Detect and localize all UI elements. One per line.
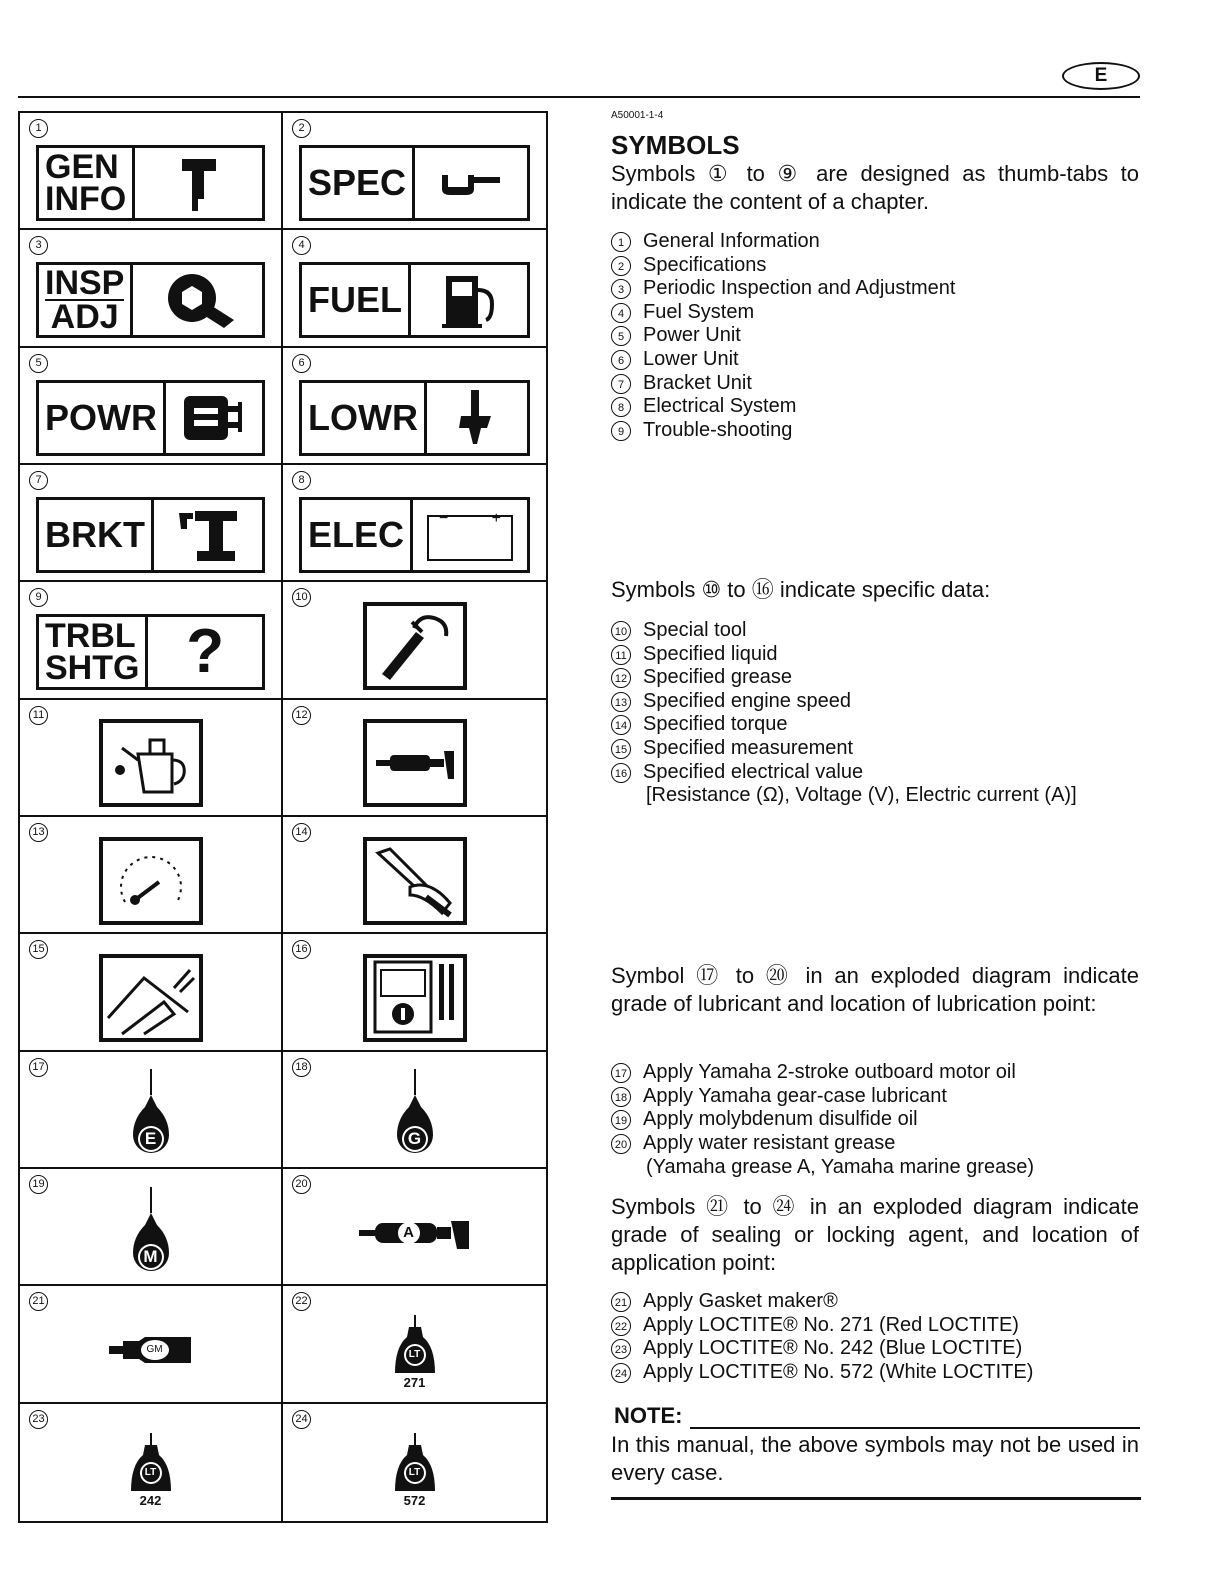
item-number: 5 (611, 326, 631, 346)
lubricant-list-note: (Yamaha grease A, Yamaha marine grease) (646, 1156, 1034, 1178)
oil-drop-e-icon (131, 1069, 171, 1161)
cell-number: 11 (29, 706, 48, 725)
grease-gun-a-icon (359, 1215, 471, 1251)
data-paragraph: Symbols ⑩ to ⑯ indicate specific data: (611, 577, 991, 602)
loctite-number: 572 (403, 1493, 426, 1509)
engine-block-icon (166, 383, 262, 453)
item-label: Power Unit (643, 324, 741, 347)
note-text: In this manual, the above symbols may not be used in every case. (611, 1432, 1139, 1485)
list-item (611, 1061, 1141, 1085)
list-item (611, 666, 1141, 690)
oil-letter: E (144, 1129, 157, 1149)
loctite-242-icon (129, 1433, 173, 1509)
item-label: Specifications (643, 253, 767, 276)
thumb-tab-elec (299, 497, 530, 573)
thumb-tab-gen-info (36, 145, 265, 221)
item-label: Apply molybdenum disulfide oil (643, 1108, 918, 1131)
item-label: Apply Yamaha gear-case lubricant (643, 1084, 947, 1107)
list-item (611, 419, 1141, 443)
tube-label: GM (146, 1343, 163, 1355)
cell-number: 14 (292, 823, 311, 842)
footer-rule (611, 1497, 1141, 1500)
item-number: 8 (611, 397, 631, 417)
item-label: Specified torque (643, 713, 788, 736)
tab-label: FUEL (302, 265, 411, 335)
item-label: Special tool (643, 619, 747, 641)
header-rule (18, 96, 1140, 98)
cell-number: 3 (29, 236, 48, 255)
item-number: 11 (611, 645, 631, 665)
item-number: 18 (611, 1087, 631, 1107)
outboard-motor-icon (135, 148, 262, 218)
item-label: Trouble-shooting (643, 418, 793, 441)
list-item (611, 713, 1141, 737)
cell-number: 5 (29, 354, 48, 373)
intro-paragraph: Symbols ① to ⑨ are designed as thumb-tabs to indicate the content of a chapter. (611, 161, 1139, 214)
tab-label-line1: TRBL (45, 617, 136, 656)
cell-number: 7 (29, 471, 48, 490)
symbol-cell-3 (20, 230, 283, 347)
note-label: NOTE: (614, 1403, 683, 1428)
cell-number: 20 (292, 1175, 311, 1194)
cell-number: 1 (29, 119, 48, 138)
item-number: 23 (611, 1339, 631, 1359)
note-header (614, 1403, 1140, 1429)
item-label: Apply LOCTITE® No. 242 (Blue LOCTITE) (643, 1337, 1023, 1360)
document-code: A50001-1-4 (611, 110, 664, 121)
loctite-572-icon (393, 1433, 437, 1509)
list-item (611, 1337, 1141, 1361)
thumb-tab-lowr (299, 380, 530, 456)
cell-number: 4 (292, 236, 311, 255)
tab-label: BRKT (39, 500, 154, 570)
list-item (611, 1314, 1141, 1338)
cell-number: 21 (29, 1292, 48, 1311)
item-label: Apply Gasket maker® (643, 1290, 838, 1312)
cell-number: 22 (292, 1292, 311, 1311)
symbol-cell-21 (20, 1286, 283, 1403)
data-list (611, 619, 1141, 784)
symbol-cell-16 (283, 934, 546, 1051)
tab-label (39, 148, 135, 218)
item-label: Specified engine speed (643, 689, 851, 712)
tab-label (39, 265, 133, 335)
loctite-label: LT (144, 1467, 157, 1479)
thumb-tab-spec (299, 145, 530, 221)
multimeter-icon (363, 954, 467, 1042)
item-number: 6 (611, 350, 631, 370)
symbol-cell-1 (20, 113, 283, 230)
cell-number: 16 (292, 940, 311, 959)
list-item (611, 277, 1141, 301)
item-number: 10 (611, 621, 631, 641)
list-item (611, 690, 1141, 714)
battery-minus: − (439, 510, 449, 527)
item-number: 14 (611, 715, 631, 735)
list-item (611, 324, 1141, 348)
loctite-number: 271 (403, 1374, 426, 1390)
tab-label: SPEC (302, 148, 415, 218)
cell-number: 8 (292, 471, 311, 490)
item-number: 19 (611, 1110, 631, 1130)
cell-number: 15 (29, 940, 48, 959)
symbol-cell-17 (20, 1052, 283, 1169)
cell-number: 13 (29, 823, 48, 842)
battery-body (427, 510, 513, 561)
item-label: Lower Unit (643, 347, 739, 370)
list-item (611, 1132, 1141, 1156)
symbol-cell-11 (20, 700, 283, 817)
symbol-cell-22 (283, 1286, 546, 1403)
fuel-pump-icon (411, 265, 527, 335)
cell-number: 2 (292, 119, 311, 138)
item-number: 22 (611, 1316, 631, 1336)
item-number: 21 (611, 1292, 631, 1312)
item-label: Apply water resistant grease (643, 1131, 896, 1154)
item-number: 3 (611, 279, 631, 299)
note-rule (690, 1407, 1140, 1429)
item-label: General Information (643, 230, 820, 252)
symbol-cell-2 (283, 113, 546, 230)
tab-label-line2: ADJ (50, 298, 119, 337)
symbol-cell-6 (283, 348, 546, 465)
torque-wrench-icon (363, 837, 467, 925)
item-number: 24 (611, 1363, 631, 1383)
symbol-cell-15 (20, 934, 283, 1051)
oil-drop-g-icon (395, 1069, 435, 1161)
symbol-cell-4 (283, 230, 546, 347)
tab-label: ELEC (302, 500, 413, 570)
item-number: 17 (611, 1063, 631, 1083)
symbol-cell-7 (20, 465, 283, 582)
item-number: 15 (611, 739, 631, 759)
list-item (611, 737, 1141, 761)
symbol-cell-14 (283, 817, 546, 934)
data-list-note: [Resistance (Ω), Voltage (V), Electric current (A)] (646, 784, 1077, 806)
thumb-tab-brkt (36, 497, 265, 573)
loctite-number: 242 (139, 1493, 162, 1509)
special-tool-icon (363, 602, 467, 690)
oil-letter: G (407, 1129, 422, 1149)
list-item (611, 372, 1141, 396)
oil-can-icon (99, 719, 203, 807)
list-item (611, 761, 1141, 785)
list-item (611, 1108, 1141, 1132)
oil-letter: M (143, 1246, 158, 1266)
cell-number: 18 (292, 1058, 311, 1077)
tab-label (39, 617, 148, 687)
list-item (611, 643, 1141, 667)
symbol-cell-12 (283, 700, 546, 817)
item-label: Specified grease (643, 666, 792, 689)
tachometer-icon (99, 837, 203, 925)
grease-letter: A (403, 1223, 414, 1241)
item-label: Specified liquid (643, 642, 778, 665)
list-item (611, 348, 1141, 372)
lubricant-paragraph: Symbol ⑰ to ⑳ in an exploded diagram indicate grade of lubricant and location of lubrication point: (611, 963, 1139, 1016)
gasket-maker-tube-icon (109, 1335, 193, 1365)
list-item (611, 619, 1141, 643)
symbol-cell-23 (20, 1404, 283, 1521)
loctite-label: LT (408, 1467, 421, 1479)
item-label: Electrical System (643, 395, 797, 418)
cell-number: 24 (292, 1410, 311, 1429)
cell-number: 9 (29, 588, 48, 607)
list-item (611, 1085, 1141, 1109)
tab-label-line1: INSP (45, 264, 125, 303)
loctite-271-icon (393, 1315, 437, 1391)
item-label: Apply LOCTITE® No. 271 (Red LOCTITE) (643, 1313, 1019, 1336)
symbol-cell-24 (283, 1404, 546, 1521)
item-label: Apply Yamaha 2-stroke outboard motor oil (643, 1061, 1016, 1083)
cell-number: 19 (29, 1175, 48, 1194)
item-label: Apply LOCTITE® No. 572 (White LOCTITE) (643, 1360, 1034, 1383)
thumb-tab-fuel (299, 262, 530, 338)
tab-label-line2: INFO (45, 180, 127, 218)
item-number: 2 (611, 256, 631, 276)
grease-gun-icon (363, 719, 467, 807)
thumb-tab-powr (36, 380, 265, 456)
tab-label: LOWR (302, 383, 427, 453)
list-item (611, 230, 1141, 254)
vernier-caliper-icon (99, 954, 203, 1042)
item-label: Specified electrical value (643, 760, 864, 783)
battery-icon (413, 500, 527, 570)
tab-label: POWR (39, 383, 166, 453)
symbol-cell-10 (283, 582, 546, 699)
cell-number: 12 (292, 706, 311, 725)
thumb-tab-insp-adj (36, 262, 265, 338)
item-label: Fuel System (643, 300, 755, 323)
item-label: Specified measurement (643, 736, 854, 759)
item-number: 4 (611, 303, 631, 323)
symbol-cell-8 (283, 465, 546, 582)
cell-number: 10 (292, 588, 311, 607)
cell-number: 23 (29, 1410, 48, 1429)
item-number: 20 (611, 1134, 631, 1154)
symbol-cell-5 (20, 348, 283, 465)
item-number: 16 (611, 763, 631, 783)
battery-plus: + (491, 510, 501, 527)
question-mark: ? (186, 617, 225, 687)
item-label: Bracket Unit (643, 371, 752, 394)
item-label: Periodic Inspection and Adjustment (643, 277, 956, 300)
item-number: 13 (611, 692, 631, 712)
tab-label-line1: GEN (45, 148, 119, 186)
item-number: 7 (611, 374, 631, 394)
caliper-icon (415, 148, 527, 218)
item-number: 12 (611, 668, 631, 688)
cell-number: 17 (29, 1058, 48, 1077)
chapter-list (611, 230, 1141, 442)
lubricant-list (611, 1061, 1141, 1155)
list-item (611, 301, 1141, 325)
thumb-tab-trbl-shtg (36, 614, 265, 690)
symbol-cell-19 (20, 1169, 283, 1286)
item-number: 1 (611, 232, 631, 252)
symbol-grid (18, 111, 548, 1523)
sealant-paragraph: Symbols ㉑ to ㉔ in an exploded diagram indicate grade of sealing or locking agent, and location of application point: (611, 1194, 1139, 1275)
symbol-cell-13 (20, 817, 283, 934)
page-title: SYMBOLS (611, 130, 740, 160)
symbol-cell-9 (20, 582, 283, 699)
list-item (611, 395, 1141, 419)
language-badge: E (1062, 62, 1140, 90)
list-item (611, 1290, 1141, 1314)
item-number: 9 (611, 421, 631, 441)
cell-number: 6 (292, 354, 311, 373)
oil-drop-m-icon (131, 1187, 171, 1279)
symbol-cell-20 (283, 1169, 546, 1286)
bracket-icon (154, 500, 262, 570)
question-icon (148, 617, 262, 687)
list-item (611, 1361, 1141, 1385)
list-item (611, 254, 1141, 278)
sealant-list (611, 1290, 1141, 1384)
wrench-nut-icon (133, 265, 262, 335)
tab-label-line2: SHTG (45, 649, 140, 688)
symbol-cell-18 (283, 1052, 546, 1169)
loctite-label: LT (408, 1348, 421, 1360)
lower-unit-icon (427, 383, 527, 453)
